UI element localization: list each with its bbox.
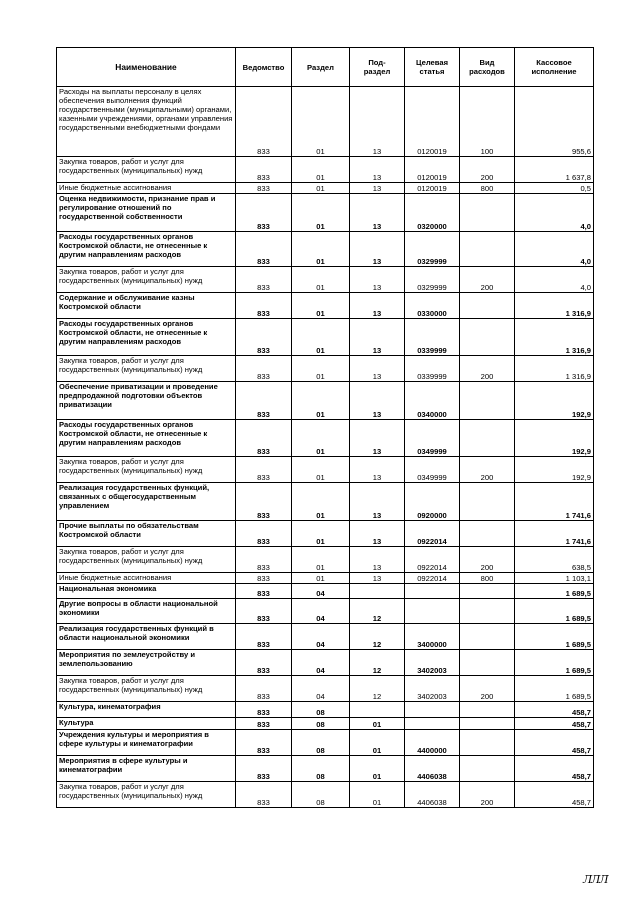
expense-type-cell: 200: [460, 782, 515, 808]
section-cell: 04: [292, 599, 350, 624]
subsection-cell: 13: [350, 356, 405, 382]
subsection-cell: 13: [350, 547, 405, 573]
table-row: [57, 599, 594, 624]
section-cell: 08: [292, 730, 350, 756]
table-row: [57, 183, 594, 194]
subsection-cell: 12: [350, 650, 405, 676]
section-cell: 04: [292, 650, 350, 676]
cash-execution-cell: 1 103,1: [515, 573, 594, 584]
target-item-cell: 0329999: [405, 267, 460, 293]
target-item-cell: 0339999: [405, 356, 460, 382]
table-row: [57, 157, 594, 183]
subsection-cell: 13: [350, 521, 405, 547]
subsection-cell: 13: [350, 194, 405, 232]
table-row: [57, 382, 594, 420]
table-row: [57, 356, 594, 382]
expense-type-cell: 200: [460, 356, 515, 382]
row-name-cell: Расходы государственных органов Костромской области, не отнесенные к другим направлениям расходов: [57, 319, 236, 356]
target-item-cell: 0339999: [405, 319, 460, 356]
target-item-cell: 0920000: [405, 483, 460, 521]
department-cell: 833: [236, 382, 292, 420]
cash-execution-cell: 192,9: [515, 382, 594, 420]
target-item-cell: 4400000: [405, 730, 460, 756]
department-cell: 833: [236, 232, 292, 267]
cash-execution-cell: 4,0: [515, 232, 594, 267]
department-cell: 833: [236, 718, 292, 730]
target-item-cell: 0330000: [405, 293, 460, 319]
row-name-cell: Культура, кинематография: [57, 702, 236, 718]
cash-execution-cell: 1 741,6: [515, 521, 594, 547]
subsection-cell: 12: [350, 599, 405, 624]
expense-type-cell: 200: [460, 157, 515, 183]
target-item-cell: 0120019: [405, 87, 460, 157]
section-cell: 08: [292, 782, 350, 808]
department-cell: 833: [236, 319, 292, 356]
cash-execution-cell: 4,0: [515, 194, 594, 232]
subsection-cell: 01: [350, 718, 405, 730]
table-row: [57, 232, 594, 267]
department-cell: 833: [236, 457, 292, 483]
table-row: [57, 267, 594, 293]
department-cell: 833: [236, 547, 292, 573]
table-body: [57, 87, 594, 808]
table-row: [57, 547, 594, 573]
target-item-cell: 3402003: [405, 650, 460, 676]
department-cell: 833: [236, 730, 292, 756]
cash-execution-cell: 458,7: [515, 718, 594, 730]
page-signature-mark: ЛЛЛ: [583, 873, 608, 886]
department-cell: 833: [236, 194, 292, 232]
section-cell: 01: [292, 457, 350, 483]
row-name-cell: Обеспечение приватизации и проведение предпродажной подготовки объектов приватизации: [57, 382, 236, 420]
expense-type-cell: [460, 702, 515, 718]
table-row: [57, 718, 594, 730]
col-header-subsection: Под- раздел: [350, 48, 405, 87]
department-cell: 833: [236, 756, 292, 782]
target-item-cell: 0349999: [405, 420, 460, 457]
table-row: [57, 573, 594, 584]
department-cell: 833: [236, 157, 292, 183]
table-row: [57, 584, 594, 599]
table-row: [57, 676, 594, 702]
subsection-cell: 13: [350, 87, 405, 157]
table-row: [57, 483, 594, 521]
table-row: [57, 702, 594, 718]
subsection-cell: [350, 702, 405, 718]
row-name-cell: Иные бюджетные ассигнования: [57, 573, 236, 584]
department-cell: 833: [236, 420, 292, 457]
section-cell: 01: [292, 194, 350, 232]
department-cell: 833: [236, 702, 292, 718]
budget-execution-table: [56, 47, 594, 808]
row-name-cell: Оценка недвижимости, признание прав и регулирование отношений по государственной собственности: [57, 194, 236, 232]
row-name-cell: Расходы государственных органов Костромской области, не отнесенные к другим направлениям расходов: [57, 420, 236, 457]
cash-execution-cell: 1 689,5: [515, 676, 594, 702]
expense-type-cell: 800: [460, 573, 515, 584]
target-item-cell: 0922014: [405, 521, 460, 547]
cash-execution-cell: 458,7: [515, 782, 594, 808]
expense-type-cell: [460, 624, 515, 650]
row-name-cell: Мероприятия по землеустройству и землепользованию: [57, 650, 236, 676]
row-name-cell: Реализация государственных функций, связанных с общегосударственным управлением: [57, 483, 236, 521]
cash-execution-cell: 1 689,5: [515, 650, 594, 676]
target-item-cell: 4406038: [405, 782, 460, 808]
expense-type-cell: 100: [460, 87, 515, 157]
cash-execution-cell: 192,9: [515, 457, 594, 483]
table-row: [57, 521, 594, 547]
section-cell: 01: [292, 157, 350, 183]
row-name-cell: Иные бюджетные ассигнования: [57, 183, 236, 194]
subsection-cell: 13: [350, 157, 405, 183]
row-name-cell: Закупка товаров, работ и услуг для государственных (муниципальных) нужд: [57, 157, 236, 183]
subsection-cell: 01: [350, 782, 405, 808]
expense-type-cell: [460, 232, 515, 267]
row-name-cell: Прочие выплаты по обязательствам Костромской области: [57, 521, 236, 547]
expense-type-cell: 800: [460, 183, 515, 194]
table-row: [57, 194, 594, 232]
target-item-cell: 0329999: [405, 232, 460, 267]
col-header-target-item: Целевая статья: [405, 48, 460, 87]
section-cell: 01: [292, 420, 350, 457]
row-name-cell: Мероприятия в сфере культуры и кинематографии: [57, 756, 236, 782]
expense-type-cell: 200: [460, 457, 515, 483]
section-cell: 04: [292, 624, 350, 650]
row-name-cell: Культура: [57, 718, 236, 730]
section-cell: 01: [292, 87, 350, 157]
section-cell: 01: [292, 356, 350, 382]
subsection-cell: 12: [350, 676, 405, 702]
cash-execution-cell: 4,0: [515, 267, 594, 293]
department-cell: 833: [236, 573, 292, 584]
subsection-cell: 01: [350, 730, 405, 756]
expense-type-cell: 200: [460, 676, 515, 702]
department-cell: 833: [236, 356, 292, 382]
section-cell: 01: [292, 319, 350, 356]
subsection-cell: 12: [350, 624, 405, 650]
subsection-cell: 13: [350, 420, 405, 457]
table-row: [57, 782, 594, 808]
expense-type-cell: [460, 584, 515, 599]
department-cell: 833: [236, 650, 292, 676]
section-cell: 04: [292, 584, 350, 599]
section-cell: 01: [292, 267, 350, 293]
target-item-cell: [405, 718, 460, 730]
section-cell: 04: [292, 676, 350, 702]
subsection-cell: 13: [350, 232, 405, 267]
cash-execution-cell: 0,5: [515, 183, 594, 194]
table-header-row: [57, 48, 594, 87]
cash-execution-cell: 458,7: [515, 756, 594, 782]
department-cell: 833: [236, 521, 292, 547]
cash-execution-cell: 192,9: [515, 420, 594, 457]
cash-execution-cell: 1 689,5: [515, 599, 594, 624]
target-item-cell: 0349999: [405, 457, 460, 483]
target-item-cell: 0320000: [405, 194, 460, 232]
expense-type-cell: [460, 521, 515, 547]
expense-type-cell: [460, 420, 515, 457]
table-row: [57, 756, 594, 782]
row-name-cell: Учреждения культуры и мероприятия в сфере культуры и кинематографии: [57, 730, 236, 756]
table-row: [57, 87, 594, 157]
subsection-cell: 13: [350, 293, 405, 319]
expense-type-cell: [460, 730, 515, 756]
row-name-cell: Закупка товаров, работ и услуг для государственных (муниципальных) нужд: [57, 782, 236, 808]
subsection-cell: 13: [350, 382, 405, 420]
expense-type-cell: 200: [460, 547, 515, 573]
department-cell: 833: [236, 624, 292, 650]
table-row: [57, 319, 594, 356]
row-name-cell: Закупка товаров, работ и услуг для государственных (муниципальных) нужд: [57, 457, 236, 483]
section-cell: 01: [292, 293, 350, 319]
row-name-cell: Расходы на выплаты персоналу в целях обеспечения выполнения функций государственными (муниципальными) органами, казенными учреждениями, органами управления государственными внебюджетными фондами: [57, 87, 236, 157]
table-row: [57, 457, 594, 483]
target-item-cell: [405, 584, 460, 599]
cash-execution-cell: 1 741,6: [515, 483, 594, 521]
section-cell: 01: [292, 547, 350, 573]
department-cell: 833: [236, 584, 292, 599]
row-name-cell: Реализация государственных функций в области национальной экономики: [57, 624, 236, 650]
section-cell: 08: [292, 756, 350, 782]
section-cell: 08: [292, 702, 350, 718]
row-name-cell: Содержание и обслуживание казны Костромской области: [57, 293, 236, 319]
expense-type-cell: [460, 319, 515, 356]
table-row: [57, 293, 594, 319]
expense-type-cell: [460, 194, 515, 232]
expense-type-cell: [460, 756, 515, 782]
expense-type-cell: [460, 650, 515, 676]
department-cell: 833: [236, 293, 292, 319]
section-cell: 01: [292, 483, 350, 521]
cash-execution-cell: 1 637,8: [515, 157, 594, 183]
table-row: [57, 730, 594, 756]
col-header-expense-type: Вид расходов: [460, 48, 515, 87]
target-item-cell: 0340000: [405, 382, 460, 420]
subsection-cell: 13: [350, 483, 405, 521]
cash-execution-cell: 458,7: [515, 702, 594, 718]
section-cell: 01: [292, 183, 350, 194]
row-name-cell: Другие вопросы в области национальной экономики: [57, 599, 236, 624]
expense-type-cell: [460, 718, 515, 730]
table-row: [57, 624, 594, 650]
department-cell: 833: [236, 267, 292, 293]
col-header-department: Ведомство: [236, 48, 292, 87]
target-item-cell: 0120019: [405, 183, 460, 194]
target-item-cell: 0922014: [405, 573, 460, 584]
department-cell: 833: [236, 782, 292, 808]
department-cell: 833: [236, 483, 292, 521]
expense-type-cell: [460, 382, 515, 420]
expense-type-cell: [460, 483, 515, 521]
target-item-cell: 3402003: [405, 676, 460, 702]
section-cell: 01: [292, 232, 350, 267]
cash-execution-cell: 1 316,9: [515, 356, 594, 382]
section-cell: 08: [292, 718, 350, 730]
expense-type-cell: [460, 293, 515, 319]
target-item-cell: [405, 599, 460, 624]
target-item-cell: 3400000: [405, 624, 460, 650]
row-name-cell: Закупка товаров, работ и услуг для государственных (муниципальных) нужд: [57, 267, 236, 293]
row-name-cell: Закупка товаров, работ и услуг для государственных (муниципальных) нужд: [57, 356, 236, 382]
row-name-cell: Расходы государственных органов Костромской области, не отнесенные к другим направлениям расходов: [57, 232, 236, 267]
subsection-cell: 13: [350, 457, 405, 483]
col-header-name: Наименование: [57, 48, 236, 87]
target-item-cell: [405, 702, 460, 718]
cash-execution-cell: 1 316,9: [515, 293, 594, 319]
row-name-cell: Закупка товаров, работ и услуг для государственных (муниципальных) нужд: [57, 676, 236, 702]
subsection-cell: 01: [350, 756, 405, 782]
target-item-cell: 0120019: [405, 157, 460, 183]
table-row: [57, 420, 594, 457]
target-item-cell: 4406038: [405, 756, 460, 782]
cash-execution-cell: 638,5: [515, 547, 594, 573]
expense-type-cell: 200: [460, 267, 515, 293]
cash-execution-cell: 1 689,5: [515, 624, 594, 650]
target-item-cell: 0922014: [405, 547, 460, 573]
subsection-cell: 13: [350, 573, 405, 584]
subsection-cell: 13: [350, 267, 405, 293]
expense-type-cell: [460, 599, 515, 624]
row-name-cell: Национальная экономика: [57, 584, 236, 599]
department-cell: 833: [236, 183, 292, 194]
table-row: [57, 650, 594, 676]
cash-execution-cell: 1 316,9: [515, 319, 594, 356]
cash-execution-cell: 955,6: [515, 87, 594, 157]
col-header-cash-execution: Кассовое исполнение: [515, 48, 594, 87]
subsection-cell: 13: [350, 319, 405, 356]
section-cell: 01: [292, 573, 350, 584]
subsection-cell: 13: [350, 183, 405, 194]
section-cell: 01: [292, 521, 350, 547]
section-cell: 01: [292, 382, 350, 420]
department-cell: 833: [236, 599, 292, 624]
subsection-cell: [350, 584, 405, 599]
department-cell: 833: [236, 676, 292, 702]
col-header-section: Раздел: [292, 48, 350, 87]
cash-execution-cell: 458,7: [515, 730, 594, 756]
row-name-cell: Закупка товаров, работ и услуг для государственных (муниципальных) нужд: [57, 547, 236, 573]
department-cell: 833: [236, 87, 292, 157]
cash-execution-cell: 1 689,5: [515, 584, 594, 599]
